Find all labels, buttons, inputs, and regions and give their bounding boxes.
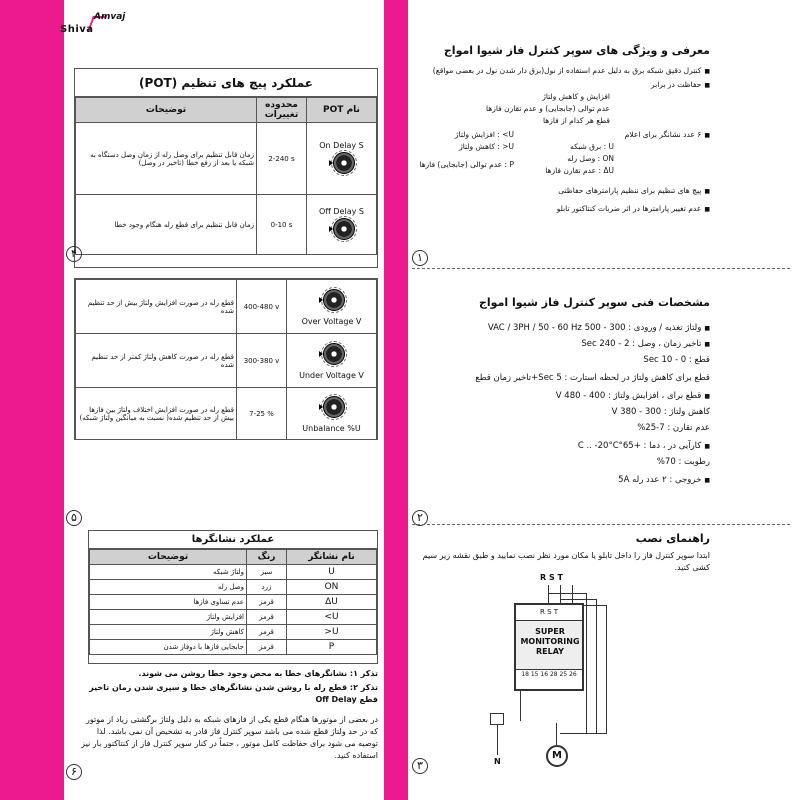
intro-line: ■ کنترل دقیق شبکه برق به دلیل عدم استفاده از نول(برق دار شدن نول در بعضی مواقع) bbox=[414, 64, 710, 78]
indicator-panel bbox=[88, 530, 378, 664]
knob-icon bbox=[319, 341, 345, 367]
indicator-name: ON bbox=[287, 580, 377, 595]
spec-line: قطع برای کاهش ولتاژ در لحظه استارت : 5 Sec+تاخیر زمان قطع bbox=[475, 373, 710, 383]
spec-line: ■ تاخیر زمان ، وصل : 2 - 240 Sec bbox=[414, 338, 710, 351]
intro-section bbox=[414, 44, 710, 57]
pot-range: 2-240 s bbox=[257, 123, 307, 195]
contactor-coil-icon bbox=[490, 713, 504, 725]
page-number-4: ۴ bbox=[66, 246, 82, 262]
intro-title: معرفی و ویژگی های سوپر کنترل فاز شیوا امواج bbox=[443, 44, 710, 57]
knob-icon bbox=[329, 216, 355, 242]
voltage-knob-label: Over Voltage V bbox=[301, 317, 362, 326]
neutral-label: N bbox=[494, 757, 501, 766]
spec-line: قطع : 0 - 10 Sec bbox=[643, 355, 710, 365]
spec-line: کاهش ولتاژ : 300 - 380 V bbox=[611, 407, 710, 417]
indicator-name: ΔU bbox=[287, 595, 377, 610]
voltage-desc: قطع رله در صورت افزایش اختلاف ولتاژ بین فازها بیش از حد تنظیم شده( نسبت به میانگین ولتاژ شبکه) bbox=[76, 388, 237, 440]
indicator-name: U> bbox=[287, 610, 377, 625]
indicator-color: قرمز bbox=[247, 610, 287, 625]
spec-line: رطوبت : 70% bbox=[656, 457, 710, 467]
indicator-desc: ولتاژ شبکه bbox=[90, 565, 247, 580]
knob-icon bbox=[319, 394, 345, 420]
voltage-range: 400-480 v bbox=[237, 280, 287, 334]
logo-amvaj: Amvaj bbox=[94, 12, 126, 22]
voltage-knob-cell bbox=[287, 388, 377, 440]
voltage-desc: قطع رله در صورت افزایش ولتاژ بیش از حد تنظیم شده bbox=[76, 280, 237, 334]
intro-line: ■ پیچ های تنظیم برای تنظیم پارامترهای حفاظتی bbox=[414, 184, 710, 198]
intro-line: قطع هر کدام از فازها bbox=[542, 116, 610, 125]
pot-knob-cell bbox=[307, 123, 377, 195]
voltage-range: 300-380 v bbox=[237, 334, 287, 388]
pot-panel-title: عملکرد پیچ های تنظیم (POT) bbox=[75, 69, 377, 97]
relay-top-labels: R S T bbox=[540, 608, 559, 616]
intro-line: U< : کاهش ولتاژ bbox=[459, 142, 514, 151]
indicator-desc: جابجایی فازها با دوفاز شدن bbox=[90, 640, 247, 655]
intro-line: U : برق شبکه bbox=[570, 142, 614, 151]
center-pink-band bbox=[384, 0, 408, 800]
intro-line: افزایش و کاهش ولتاژ bbox=[542, 92, 610, 101]
page-number-2: ۲ bbox=[412, 510, 428, 526]
relay-name: SUPER MONITORING RELAY bbox=[520, 627, 580, 656]
page-number-1: ۱ bbox=[412, 250, 428, 266]
pot-header-desc: توضیحات bbox=[76, 98, 257, 123]
indicator-name: P bbox=[287, 640, 377, 655]
indicator-desc: کاهش ولتاژ bbox=[90, 625, 247, 640]
indicator-color: قرمز bbox=[247, 640, 287, 655]
indicator-name: U bbox=[287, 565, 377, 580]
install-text: ابتدا سوپر کنترل فاز را داخل تابلو یا مکان مورد نظر نصب نمایید و طبق نقشه زیر سیم کشی کنید. bbox=[422, 551, 710, 572]
voltage-table bbox=[75, 279, 377, 440]
section-divider bbox=[412, 268, 790, 269]
pot-table bbox=[75, 97, 377, 255]
voltage-range: 7-25 % bbox=[237, 388, 287, 440]
intro-line: ΔU : عدم تقارن فازها bbox=[545, 166, 614, 175]
indicator-table bbox=[89, 549, 377, 655]
supply-label: R S T bbox=[540, 573, 563, 582]
voltage-knob-cell bbox=[287, 334, 377, 388]
knob-icon bbox=[329, 150, 355, 176]
pot-knob-label: Off Delay S bbox=[319, 207, 364, 216]
intro-line: P : عدم توالی (جابجایی) فازها bbox=[419, 160, 514, 169]
left-pink-band bbox=[0, 0, 64, 800]
pot-header-range: محدوده تغییرات bbox=[257, 98, 307, 123]
install-section bbox=[414, 532, 710, 545]
spec-line: ■ ولتاژ تغذیه / ورودی : 300 - 500 VAC / 3PH / 50 - 60 Hz bbox=[414, 322, 710, 335]
indicator-header-color: رنگ bbox=[247, 550, 287, 565]
voltage-knob-label: Unbalance %U bbox=[302, 424, 361, 433]
indicator-desc: وصل رله bbox=[90, 580, 247, 595]
shiva-amvaj-logo bbox=[60, 12, 126, 38]
intro-line: ■ عدم تغییر پارامترها در اثر ضربات کنتاکتور تابلو bbox=[414, 202, 710, 216]
install-title: راهنمای نصب bbox=[635, 532, 710, 545]
relay-top-terminals bbox=[516, 605, 582, 621]
intro-line: ■ ۶ عدد نشانگر برای اعلام bbox=[414, 128, 710, 142]
intro-line: ■ حفاظت در برابر bbox=[414, 78, 710, 92]
wiring-diagram bbox=[490, 573, 620, 773]
motor-icon: M bbox=[546, 745, 568, 767]
indicator-color: قرمز bbox=[247, 595, 287, 610]
section-divider bbox=[412, 524, 790, 525]
voltage-knob-cell bbox=[287, 280, 377, 334]
pot-range: 0-10 s bbox=[257, 195, 307, 255]
indicator-color: سبز bbox=[247, 565, 287, 580]
indicator-header-name: نام نشانگر bbox=[287, 550, 377, 565]
page-number-5: ۵ bbox=[66, 510, 82, 526]
indicator-desc: افزایش ولتاژ bbox=[90, 610, 247, 625]
intro-line: عدم توالی (جابجایی) و عدم تقارن فازها bbox=[486, 104, 610, 113]
pot-panel bbox=[74, 68, 378, 268]
indicator-title: عملکرد نشانگرها bbox=[89, 531, 377, 549]
caution-paragraph: در بعضی از موتورها هنگام قطع یکی از فازهای شبکه به دلیل ولتاژ برگشتی زیاد از موتور که در حد ولتاژ قطع شده می باشد سوپر کنترل فاز قادر به تشخیص آن نمی باشد. لذا توصیه می شود برای حفاظت کامل موتور ، حتماً در کنار سوپر کنترل فاز از کنتاکتور بار نیز استفاده کنید. bbox=[81, 715, 378, 760]
spec-line: ■ کارآیی در ، دما : +65°C .. -20°C bbox=[414, 440, 710, 453]
pot-desc: زمان قابل تنظیم برای قطع رله هنگام وجود خطا bbox=[76, 195, 257, 255]
indicator-name: U< bbox=[287, 625, 377, 640]
specs-section bbox=[414, 296, 710, 309]
note-2: تذکر ۲: قطع رله با روشن شدن نشانگرهای خطا و سپری شدن زمان تاخیر قطع Off Delay bbox=[89, 683, 378, 704]
spec-line: عدم تقارن : 7-25% bbox=[637, 423, 710, 433]
pot-knob-cell bbox=[307, 195, 377, 255]
spec-line: ■ قطع برای ، افزایش ولتاژ : 400 - 480 V bbox=[414, 390, 710, 403]
voltage-panel bbox=[74, 278, 378, 440]
intro-line: U> : افزایش ولتاژ bbox=[454, 130, 514, 139]
relay-unit bbox=[514, 603, 584, 691]
pot-header-name: نام POT bbox=[307, 98, 377, 123]
pot-desc: زمان قابل تنظیم برای وصل رله از زمان وصل دستگاه به شبکه یا بعد از رفع خطا (تاخیر در وصل) bbox=[76, 123, 257, 195]
specs-title: مشخصات فنی سوپر کنترل فاز شیوا امواج bbox=[478, 296, 710, 309]
page-number-3: ۳ bbox=[412, 758, 428, 774]
page-number-6: ۶ bbox=[66, 764, 82, 780]
indicator-header-desc: توضیحات bbox=[90, 550, 247, 565]
relay-bottom-terminals: 18 15 16 28 25 26 bbox=[516, 669, 582, 689]
knob-icon bbox=[319, 287, 345, 313]
intro-line: ON : وصل رله bbox=[567, 154, 614, 163]
indicator-color: زرد bbox=[247, 580, 287, 595]
spec-line: ■ خروجی : ۲ عدد رله 5A bbox=[414, 474, 710, 487]
indicator-color: قرمز bbox=[247, 625, 287, 640]
voltage-desc: قطع رله در صورت کاهش ولتاژ کمتر از حد تنظیم شده bbox=[76, 334, 237, 388]
logo-shiva: Shiva bbox=[60, 24, 94, 35]
pot-knob-label: On Delay S bbox=[319, 141, 364, 150]
note-1: تذکر ۱: نشانگرهای خطا به محض وجود خطا روشن می شوند. bbox=[138, 669, 378, 678]
voltage-knob-label: Under Voltage V bbox=[299, 371, 364, 380]
indicator-desc: عدم تساوی فازها bbox=[90, 595, 247, 610]
